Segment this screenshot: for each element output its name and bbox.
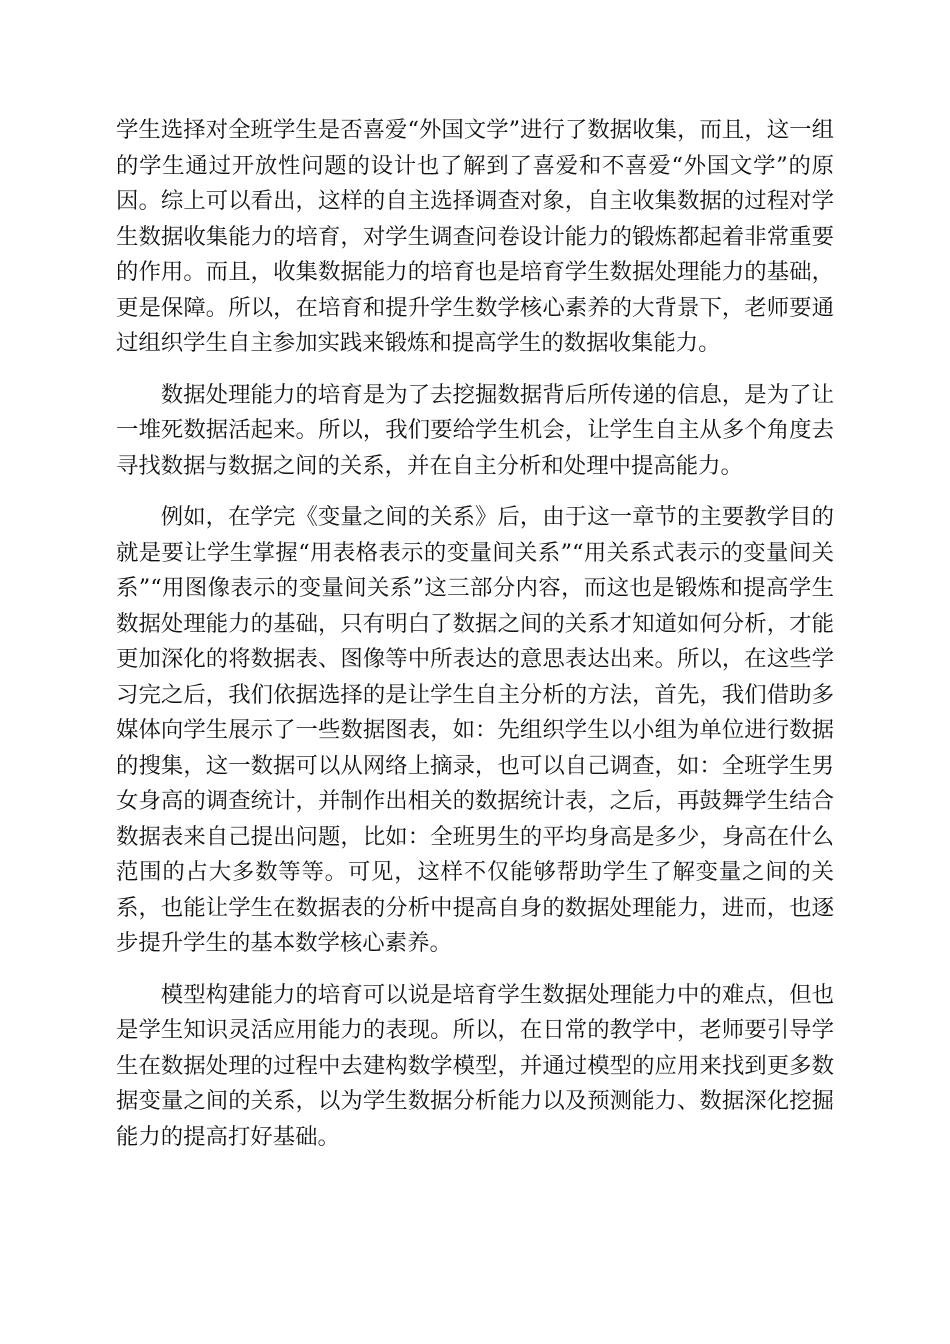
paragraph-variable-relations-example: 例如，在学完《变量之间的关系》后，由于这一章节的主要教学目的就是要让学生掌握“用表格表示的变量间关系”“用关系式表示的变量间关系”“用图像表示的变量间关系”这三部分内容，而这也是锻炼和提高学生数据处理能力的基础，只有明白了数据之间的关系才知道如何分析，才能更加深化的将数据表、图像等中所表达的意思表达出来。所以，在这些学习完之后，我们依据选择的是让学生自主分析的方法，首先，我们借助多媒体向学生展示了一些数据图表，如：先组织学生以小组为单位进行数据的搜集，这一数据可以从网络上摘录，也可以自己调查，如：全班学生男女身高的调查统计，并制作出相关的数据统计表，之后，再鼓舞学生结合数据表来自己提出问题，比如：全班男生的平均身高是多少，身高在什么范围的占大多数等等。可见，这样不仅能够帮助学生了解变量之间的关系，也能让学生在数据表的分析中提高自身的数据处理能力，进而，也逐步提升学生的基本数学核心素养。 <box>116 504 834 956</box>
paragraph-data-collection-continued: 学生选择对全班学生是否喜爱“外国文学”进行了数据收集，而且，这一组的学生通过开放性问题的设计也了解到了喜爱和不喜爱“外国文学”的原因。综上可以看出，这样的自主选择调查对象，自主收集数据的过程对学生数据收集能力的培育，对学生调查问卷设计能力的锻炼都起着非常重要的作用。而且，收集数据能力的培育也是培育学生数据处理能力的基础，更是保障。所以，在培育和提升学生数学核心素养的大背景下，老师要通过组织学生自主参加实践来锻炼和提高学生的数据收集能力。 <box>116 117 834 356</box>
paragraph-model-building: 模型构建能力的培育可以说是培育学生数据处理能力中的难点，但也是学生知识灵活应用能力的表现。所以，在日常的教学中，老师要引导学生在数据处理的过程中去建构数学模型，并通过模型的应用来找到更多数据变量之间的关系，以为学生数据分析能力以及预测能力、数据深化挖掘能力的提高打好基础。 <box>116 981 834 1150</box>
paragraph-data-processing: 数据处理能力的培育是为了去挖掘数据背后所传递的信息，是为了让一堆死数据活起来。所以，我们要给学生机会，让学生自主从多个角度去寻找数据与数据之间的关系，并在自主分析和处理中提高能力。 <box>116 381 834 479</box>
